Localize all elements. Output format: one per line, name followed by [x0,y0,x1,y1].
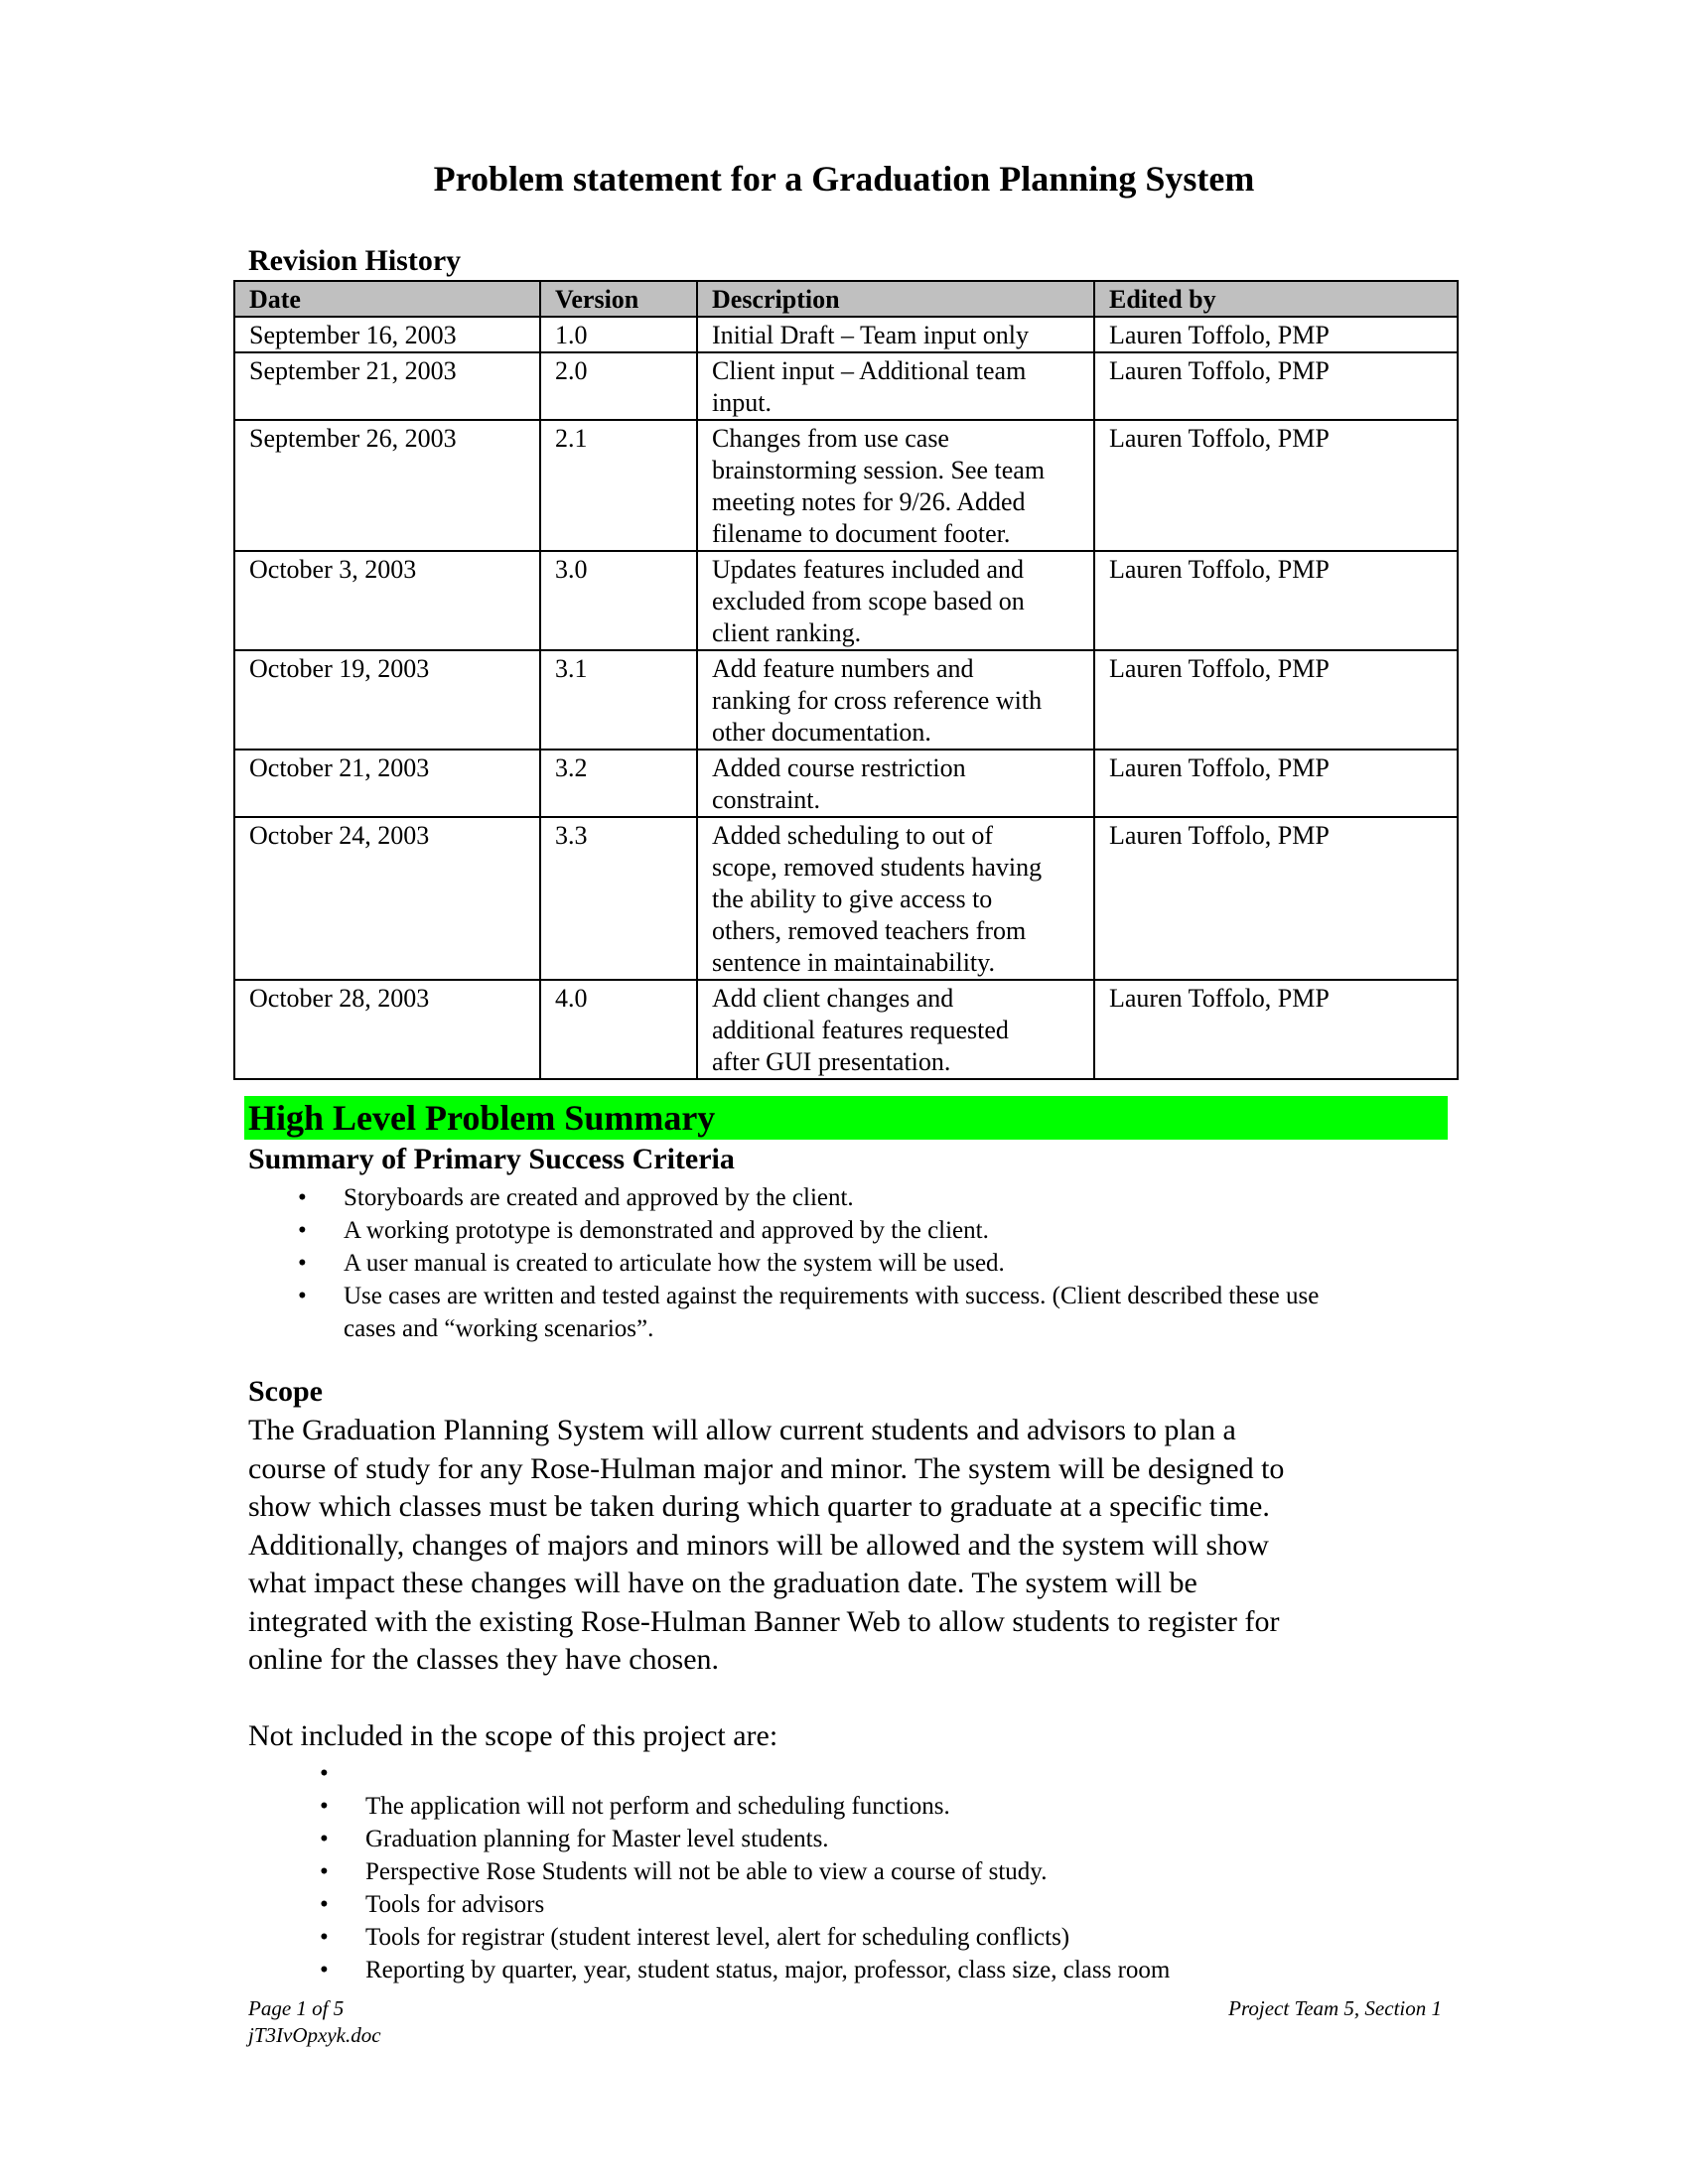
list-item [298,1181,1466,1214]
list-item-text: Tools for registrar (student interest level, alert for scheduling conflicts) [365,1924,1070,1951]
page-number: Page 1 of 5 [248,1996,345,2020]
bullet-icon: • [320,1957,329,1983]
description-line: Initial Draft – Team input only [712,321,1030,349]
editor-cell: Lauren Toffolo, PMP [1094,317,1458,352]
description-cell [697,650,1094,750]
description-line: constraint. [712,785,821,814]
version-cell: 4.0 [540,980,697,1079]
bullet-icon: • [320,1891,329,1918]
list-item-line: Use cases are written and tested against the requirements with success. (Client described these use [344,1283,1320,1309]
list-item [320,1790,1458,1823]
column-header-edited-by: Edited by [1094,281,1458,317]
description-cell [697,817,1094,980]
table-row [234,750,1458,817]
list-item [320,1855,1458,1888]
list-item-text: Graduation planning for Master level students. [365,1826,829,1852]
table-row [234,650,1458,750]
scope-line: integrated with the existing Rose-Hulman Banner Web to allow students to register for [248,1604,1280,1638]
description-line: Changes from use case [712,424,949,453]
bullet-icon: • [320,1924,329,1951]
table-row [234,317,1458,352]
editor-cell: Lauren Toffolo, PMP [1094,420,1458,551]
document-title: Problem statement for a Graduation Planning System [433,159,1255,199]
version-cell: 3.3 [540,817,697,980]
scope-heading: Scope [248,1375,323,1408]
bullet-icon: • [320,1858,329,1885]
date-cell: October 21, 2003 [234,750,540,817]
editor-cell: Lauren Toffolo, PMP [1094,352,1458,420]
list-item [320,1888,1458,1921]
editor-cell: Lauren Toffolo, PMP [1094,817,1458,980]
bullet-icon: • [320,1793,329,1820]
date-cell: October 28, 2003 [234,980,540,1079]
description-line: additional features requested [712,1016,1009,1044]
scope-line: show which classes must be taken during which quarter to graduate at a specific time. [248,1490,1270,1523]
description-line: meeting notes for 9/26. Added [712,487,1026,516]
revision-header-row [234,281,1458,317]
scope-line: online for the classes they have chosen. [248,1643,720,1676]
list-item [298,1247,1466,1280]
date-cell: October 3, 2003 [234,551,540,650]
list-item-text: Reporting by quarter, year, student status, major, professor, class size, class room [365,1957,1171,1983]
date-cell: September 21, 2003 [234,352,540,420]
editor-cell: Lauren Toffolo, PMP [1094,750,1458,817]
scope-line: The Graduation Planning System will allow current students and advisors to plan a [248,1414,1236,1446]
list-item-text: Tools for advisors [365,1891,545,1918]
list-item [298,1214,1466,1247]
date-cell: September 16, 2003 [234,317,540,352]
success-criteria-heading: Summary of Primary Success Criteria [248,1143,735,1175]
revision-rows [234,317,1458,1079]
scope-paragraph [248,1412,1460,1680]
date-cell: October 19, 2003 [234,650,540,750]
high-level-summary-heading: High Level Problem Summary [248,1098,716,1138]
description-line: filename to document footer. [712,519,1011,548]
list-item [298,1280,1466,1345]
description-line: after GUI presentation. [712,1047,951,1076]
bullet-icon: • [320,1760,329,1787]
scope-line: course of study for any Rose-Hulman major and minor. The system will be designed to [248,1451,1285,1485]
bullet-icon: • [298,1217,307,1244]
bullet-icon: • [298,1184,307,1211]
editor-cell: Lauren Toffolo, PMP [1094,551,1458,650]
list-item-line: Storyboards are created and approved by the client. [344,1184,854,1211]
date-cell: October 24, 2003 [234,817,540,980]
description-line: scope, removed students having [712,853,1043,882]
list-item-line: A user manual is created to articulate how the system will be used. [344,1250,1005,1277]
revision-history-table [233,280,1459,1080]
date-cell: September 26, 2003 [234,420,540,551]
description-cell [697,551,1094,650]
document-filename: jT3IvOpxyk.doc [248,2023,381,2047]
list-item-text: The application will not perform and scheduling functions. [365,1793,950,1820]
description-line: others, removed teachers from [712,916,1027,945]
description-line: brainstorming session. See team [712,456,1046,484]
description-cell [697,352,1094,420]
editor-cell: Lauren Toffolo, PMP [1094,980,1458,1079]
description-line: excluded from scope based on [712,587,1025,615]
list-item [320,1921,1458,1954]
description-line: Added scheduling to out of [712,821,994,850]
table-row [234,352,1458,420]
description-line: Updates features included and [712,555,1025,584]
version-cell: 2.1 [540,420,697,551]
editor-cell: Lauren Toffolo, PMP [1094,650,1458,750]
column-header-date: Date [234,281,540,317]
description-line: other documentation. [712,718,931,747]
footer-team: Project Team 5, Section 1 [1228,1996,1442,2020]
list-item-line: A working prototype is demonstrated and approved by the client. [344,1217,989,1244]
version-cell: 2.0 [540,352,697,420]
description-line: Add client changes and [712,984,954,1013]
description-line: the ability to give access to [712,885,993,913]
description-cell [697,980,1094,1079]
list-item [320,1954,1458,1986]
version-cell: 3.1 [540,650,697,750]
description-line: Add feature numbers and [712,654,974,683]
revision-history-heading: Revision History [248,244,462,277]
footer-left [248,1995,381,2049]
description-line: sentence in maintainability. [712,948,995,977]
description-line: client ranking. [712,618,862,647]
table-row [234,551,1458,650]
scope-line: Additionally, changes of majors and minors will be allowed and the system will show [248,1528,1269,1562]
list-item [320,1757,1458,1790]
success-criteria-list [298,1181,1466,1345]
table-row [234,980,1458,1079]
scope-line: what impact these changes will have on the graduation date. The system will be [248,1567,1197,1599]
column-header-description: Description [697,281,1094,317]
description-line: Added course restriction [712,753,966,782]
list-item-text: Perspective Rose Students will not be able to view a course of study. [365,1858,1048,1885]
bullet-icon: • [298,1283,307,1309]
version-cell: 3.0 [540,551,697,650]
list-item [320,1823,1458,1855]
bullet-icon: • [298,1250,307,1277]
description-line: input. [712,388,772,417]
version-cell: 3.2 [540,750,697,817]
description-line: Client input – Additional team [712,356,1027,385]
description-cell [697,420,1094,551]
version-cell: 1.0 [540,317,697,352]
list-item-line: cases and “working scenarios”. [344,1315,654,1342]
not-included-list [320,1757,1458,1986]
description-line: ranking for cross reference with [712,686,1043,715]
table-row [234,420,1458,551]
not-included-heading: Not included in the scope of this project are: [248,1719,778,1752]
description-cell [697,750,1094,817]
bullet-icon: • [320,1826,329,1852]
table-row [234,817,1458,980]
column-header-version: Version [540,281,697,317]
description-cell [697,317,1094,352]
